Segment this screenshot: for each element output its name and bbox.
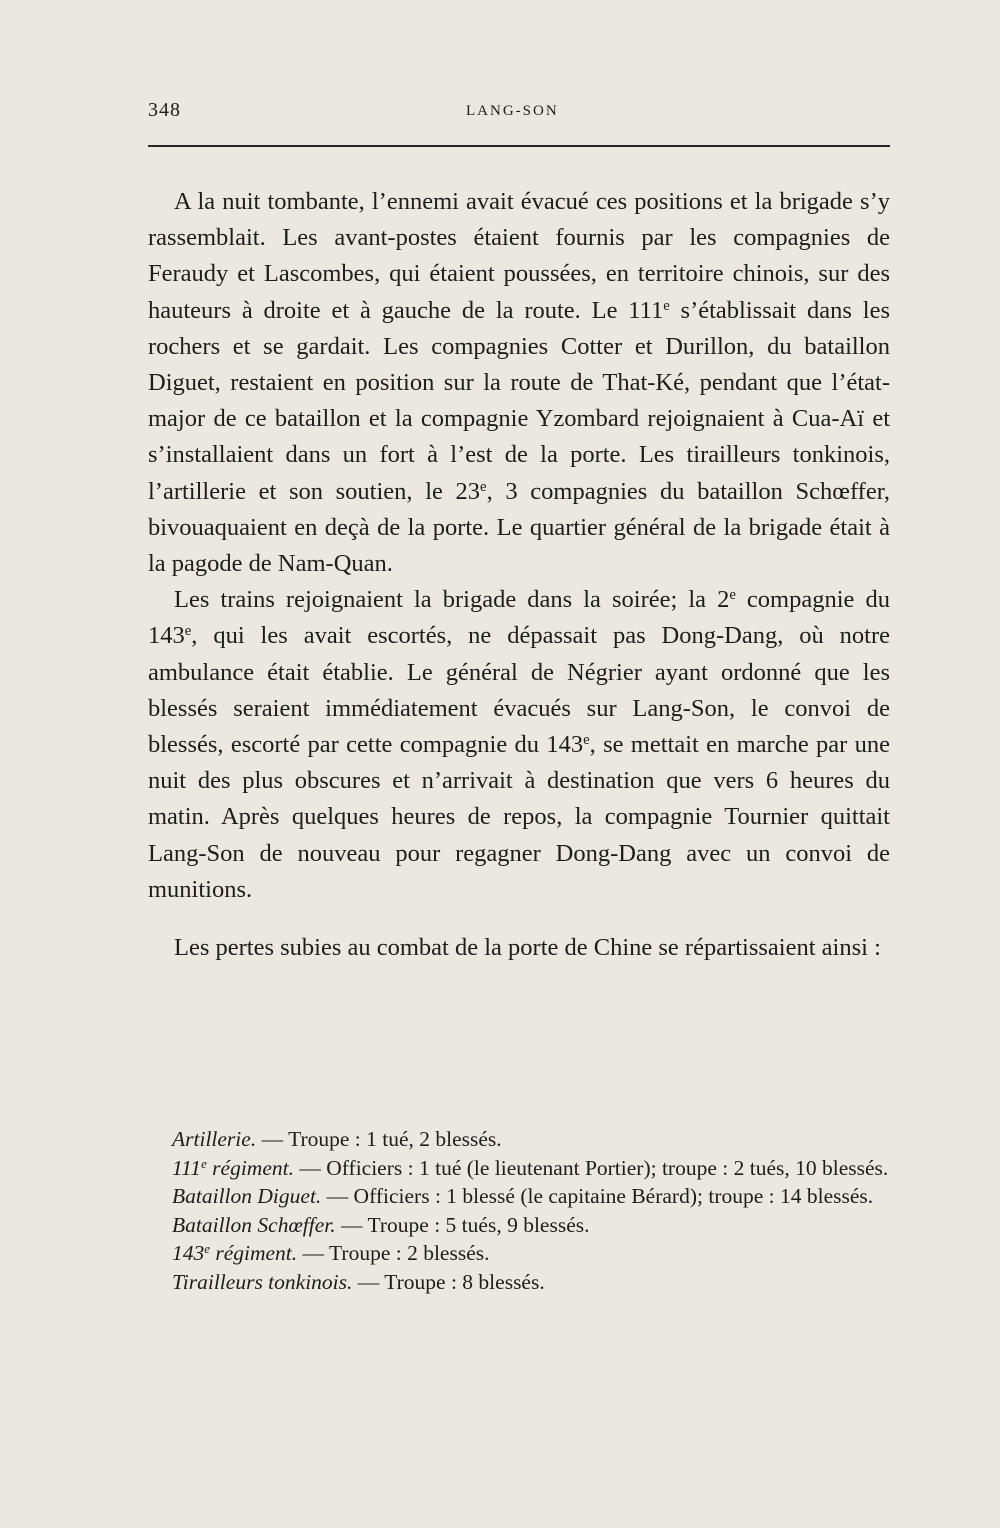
loss-entry: 143e régiment. — Troupe : 2 blessés. xyxy=(172,1241,490,1265)
page-header xyxy=(148,95,890,131)
losses-list xyxy=(148,1126,890,1297)
page-number: 348 xyxy=(148,99,181,121)
header-rule xyxy=(148,145,890,147)
running-title: LANG-SON xyxy=(466,103,559,119)
loss-entry: 111e régiment. — Officiers : 1 tué (le lieutenant Portier); troupe : 2 tués, 10 blessés. xyxy=(172,1155,889,1180)
paragraph-convoy: Les trains rejoignaient la brigade dans la soirée; la 2e compagnie du 143e, qui les avait escortés, ne dépassait pas Dong-Dang, où notre ambulance était établie. Le général de Négrier ayant ordonné que les blessés seraient immédiatement évacués sur Lang-Son, le convoi de blessés, escorté par cette compagnie du 143e, se mettait en marche par une nuit des plus obscures et n’arrivait à destination que vers 6 heures du matin. Après quelques heures de repos, la compagnie Tournier quittait Lang-Son de nouveau pour regagner Dong-Dang avec un convoi de munitions. xyxy=(148,586,890,903)
body-text xyxy=(148,184,890,966)
paragraph-losses-intro: Les pertes subies au combat de la porte de Chine se répartissaient ainsi : xyxy=(174,934,881,962)
paragraph-bivouac: A la nuit tombante, l’ennemi avait évacué ces positions et la brigade s’y rassemblait. Les avant-postes étaient fournis par les compagnies de Feraudy et Lascombes, qui étaient poussées, en territoire chinois, sur des hauteurs à droite et à gauche de la route. Le 111e s’établissait dans les rochers et se gardait. Les compagnies Cotter et Durillon, du bataillon Diguet, restaient en position sur la route de That-Ké, pendant que l’état-major de ce bataillon et la compagnie Yzombard rejoignaient à Cua-Aï et s’installaient dans un fort à l’est de la porte. Les tirailleurs tonkinois, l’artillerie et son soutien, le 23e, 3 compagnies du bataillon Schœffer, bivouaquaient en deçà de la porte. Le quartier général de la brigade était à la pagode de Nam-Quan. xyxy=(148,188,890,578)
loss-entry: Tirailleurs tonkinois. — Troupe : 8 blessés. xyxy=(172,1269,545,1294)
loss-entry: Bataillon Diguet. — Officiers : 1 blessé (le capitaine Bérard); troupe : 14 blessés. xyxy=(172,1184,874,1208)
loss-entry: Artillerie. — Troupe : 1 tué, 2 blessés. xyxy=(172,1127,502,1151)
loss-entry: Bataillon Schœffer. — Troupe : 5 tués, 9 blessés. xyxy=(172,1212,590,1237)
